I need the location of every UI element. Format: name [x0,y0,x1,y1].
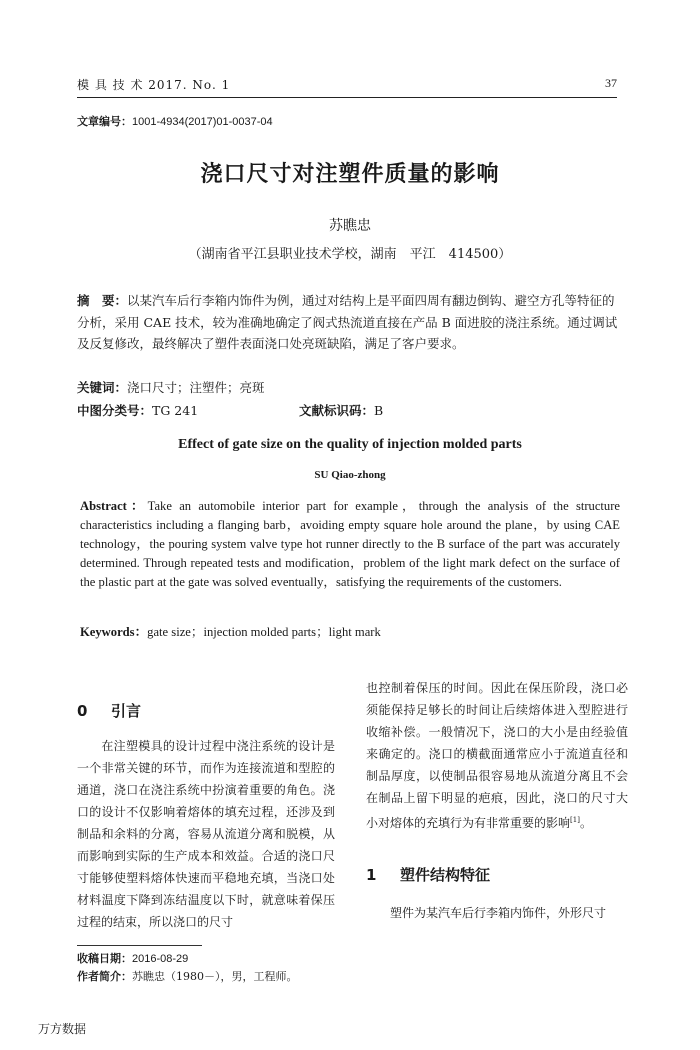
footnotes [77,950,298,985]
article-number [77,113,273,129]
author-zh: 苏瞧忠 [329,218,371,234]
page-number: 37 [605,76,617,90]
section-1-heading [366,864,490,885]
keywords-en-text: gate size；injection molded parts；light mark [147,625,381,639]
section-0-number: 0 [77,702,88,720]
affiliation-zh: （湖南省平江县职业技术学校，湖南 平江 414500） [188,247,512,262]
citation-ref: [1] [570,816,580,824]
section-1-text: 塑件为某汽车后行李箱内饰件，外形尺寸 [390,906,607,920]
received-date-line [77,950,298,968]
paper-title-en: Effect of gate size on the quality of injection molded parts [178,437,522,452]
section-0-heading [77,700,141,721]
abstract-en-text: Take an automobile interior part for example，through the analysis of the structure characteristics including a flanging barb，avoiding empty square hole around the plane，by using CAE technology，the pouring system valve type hot runner directly to the B surface of the part was accurately determined. Through repeated tests and modification，problem of the light mark defect on the surface of the plastic part at the gate was solved eventually，satisfying the requirements of the customers. [80,499,620,589]
clc-value: TG 241 [152,403,199,418]
clc-label: 中图分类号： [77,403,153,418]
keywords-en-label: Keywords： [80,625,148,639]
section-0-continuation [366,677,628,834]
author-bio-line [77,968,298,985]
abstract-zh-label: 摘 要： [77,293,128,308]
section-0-continuation-text: 也控制着保压的时间。因此在保压阶段，浇口必须能保持足够长的时间让后续熔体进入型腔进行收缩补偿。一般情况下，浇口的大小是由经验值来确定的。浇口的横截面通常应小于流道直径和制品厚度，以使制品很容易地从流道分离且不会在制品上留下明显的疤痕，因此，浇口的尺寸大小对熔体的充填行为有非常重要的影响 [366,681,628,830]
footnote-rule [77,945,202,946]
abstract-zh [77,290,622,355]
sentence-end: 。 [579,816,592,830]
keywords-zh [77,378,622,396]
article-number-value: 1001-4934(2017)01-0037-04 [132,116,273,128]
section-1-title: 塑件结构特征 [400,866,491,884]
section-0-text: 在注塑模具的设计过程中浇注系统的设计是一个非常关键的环节，而作为连接流道和型腔的通道，浇口在浇注系统中扮演着重要的角色。浇口的设计不仅影响着熔体的填充过程，还涉及到制品和余料的分离，容易从流道分离和脱模，从而影响到实际的生产成本和效益。合适的浇口尺寸能够使塑料熔体快速而平稳地充填，当浇口处材料温度下降到冻结温度以下时，就意味着保压过程的结束，所以浇口的尺寸 [77,739,335,929]
doc-code-value: B [374,403,384,418]
journal-name: 模 具 技 术 2017. No. 1 [77,78,231,92]
received-date: 2016-08-29 [132,953,189,965]
paper-title-zh: 浇口尺寸对注塑件质量的影响 [200,162,500,187]
section-0-paragraph [77,735,335,933]
running-head [77,76,617,94]
section-0-title: 引言 [111,702,142,720]
section-1-number: 1 [366,866,377,884]
author-bio-label: 作者简介： [77,970,132,983]
doc-code-label: 文献标识码： [299,403,375,418]
document-code [299,401,383,419]
abstract-zh-text: 以某汽车后行李箱内饰件为例，通过对结构上是平面四周有翻边倒钩、避空方孔等特征的分析，采用 CAE 技术，较为准确地确定了阀式热流道直接在产品 B 面进胶的浇注系统。通过调试及反复修改，最终解决了塑件表面浇口处亮斑缺陷，满足了客户要求。 [77,293,618,351]
keywords-zh-label: 关键词： [77,380,128,395]
article-number-label: 文章编号： [77,115,132,128]
header-rule [77,97,617,98]
classification-line [77,401,622,419]
abstract-en [80,497,620,592]
author-en: SU Qiao-zhong [314,469,386,481]
author-bio: 苏瞧忠（1980－），男，工程师。 [132,970,298,983]
watermark: 万方数据 [38,1022,87,1036]
keywords-en [80,621,620,640]
received-label: 收稿日期： [77,952,132,965]
abstract-en-label: Abstract： [80,499,148,513]
section-1-paragraph [366,902,628,924]
keywords-zh-text: 浇口尺寸；注塑件；亮斑 [127,380,265,395]
